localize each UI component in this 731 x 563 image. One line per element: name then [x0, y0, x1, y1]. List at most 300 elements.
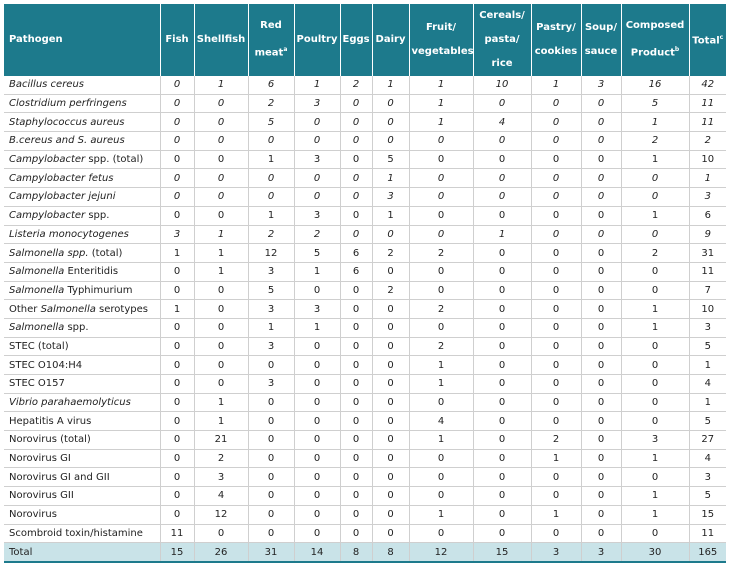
table-row [4, 281, 726, 300]
count-cell: 0 [409, 132, 473, 151]
total-cell: 12 [409, 543, 473, 562]
count-cell: 0 [248, 524, 294, 543]
count-cell: 0 [581, 412, 621, 431]
count-cell: 0 [340, 449, 372, 468]
count-cell: 0 [160, 337, 194, 356]
count-cell: 0 [160, 94, 194, 113]
count-cell: 0 [372, 393, 409, 412]
count-cell: 0 [340, 132, 372, 151]
count-cell: 0 [581, 468, 621, 487]
count-cell: 0 [340, 468, 372, 487]
count-cell: 1 [194, 225, 248, 244]
count-cell: 0 [294, 132, 340, 151]
count-cell: 0 [621, 188, 689, 207]
count-cell: 0 [409, 449, 473, 468]
count-cell: 2 [194, 449, 248, 468]
count-cell: 0 [372, 412, 409, 431]
count-cell: 1 [248, 150, 294, 169]
count-cell: 0 [581, 150, 621, 169]
count-cell: 3 [160, 225, 194, 244]
pathogen-name-part: Salmonella [40, 303, 96, 315]
total-cell: 3 [531, 543, 581, 562]
count-cell: 0 [473, 262, 531, 281]
count-cell: 0 [581, 300, 621, 319]
count-cell: 0 [372, 431, 409, 450]
count-cell: 0 [160, 412, 194, 431]
count-cell: 0 [531, 188, 581, 207]
count-cell: 0 [531, 244, 581, 263]
row-total-cell: 11 [689, 113, 726, 132]
pathogen-cell [4, 505, 160, 524]
count-cell: 0 [473, 412, 531, 431]
row-total-cell: 31 [689, 244, 726, 263]
count-cell: 0 [531, 524, 581, 543]
pathogen-name-part: spp. [85, 210, 110, 222]
count-cell: 1 [194, 244, 248, 263]
table-row [4, 169, 726, 188]
count-cell: 0 [621, 468, 689, 487]
count-cell: 0 [581, 244, 621, 263]
count-cell: 0 [531, 150, 581, 169]
pathogen-name-part: B.cereus and S. aureus [9, 135, 125, 147]
count-cell: 0 [581, 393, 621, 412]
count-cell: 10 [473, 76, 531, 94]
count-cell: 1 [194, 76, 248, 94]
pathogen-name-part: Listeria monocytogenes [9, 228, 129, 240]
count-cell: 2 [621, 132, 689, 151]
count-cell: 3 [294, 300, 340, 319]
pathogen-name-part: serotypes [95, 303, 148, 315]
count-cell: 0 [248, 505, 294, 524]
row-total-cell: 4 [689, 449, 726, 468]
pathogen-cell [4, 262, 160, 281]
count-cell: 3 [248, 300, 294, 319]
count-cell: 0 [248, 188, 294, 207]
count-cell: 1 [372, 76, 409, 94]
count-cell: 0 [473, 449, 531, 468]
count-cell: 1 [409, 505, 473, 524]
pathogen-cell [4, 206, 160, 225]
count-cell: 0 [372, 262, 409, 281]
count-cell: 6 [340, 244, 372, 263]
count-cell: 3 [621, 431, 689, 450]
pathogen-cell [4, 393, 160, 412]
count-cell: 1 [294, 318, 340, 337]
count-cell: 1 [621, 487, 689, 506]
count-cell: 3 [248, 262, 294, 281]
table-row [4, 206, 726, 225]
count-cell: 0 [294, 393, 340, 412]
count-cell: 0 [248, 132, 294, 151]
total-cell: 8 [340, 543, 372, 562]
row-total-cell: 5 [689, 412, 726, 431]
total-cell: 8 [372, 543, 409, 562]
pathogen-name-part: Scombroid toxin/histamine [9, 527, 143, 539]
count-cell: 0 [160, 206, 194, 225]
count-cell: 0 [621, 412, 689, 431]
count-cell: 0 [160, 487, 194, 506]
header-total-label: Total [692, 35, 720, 47]
count-cell: 1 [621, 300, 689, 319]
header-composed-label: Composed Product [625, 20, 685, 59]
count-cell: 1 [409, 76, 473, 94]
row-total-cell: 11 [689, 262, 726, 281]
pathogen-name-part: Norovirus (total) [9, 434, 91, 446]
count-cell: 0 [248, 431, 294, 450]
row-total-cell: 7 [689, 281, 726, 300]
count-cell: 0 [531, 206, 581, 225]
pathogen-cell [4, 113, 160, 132]
header-pathogen: Pathogen [4, 4, 160, 76]
count-cell: 0 [473, 300, 531, 319]
count-cell: 2 [372, 281, 409, 300]
row-total-cell: 10 [689, 150, 726, 169]
count-cell: 0 [340, 113, 372, 132]
count-cell: 0 [581, 524, 621, 543]
row-total-cell: 6 [689, 206, 726, 225]
count-cell: 0 [581, 113, 621, 132]
count-cell: 0 [294, 356, 340, 375]
count-cell: 5 [248, 281, 294, 300]
table-row [4, 412, 726, 431]
count-cell: 0 [581, 281, 621, 300]
count-cell: 1 [294, 76, 340, 94]
count-cell: 5 [294, 244, 340, 263]
count-cell: 0 [340, 524, 372, 543]
count-cell: 1 [294, 262, 340, 281]
count-cell: 0 [581, 505, 621, 524]
count-cell: 0 [194, 206, 248, 225]
header-red-meat-footnote: a [283, 46, 288, 54]
row-total-cell: 3 [689, 468, 726, 487]
table-row [4, 132, 726, 151]
row-total-cell: 3 [689, 318, 726, 337]
count-cell: 0 [531, 412, 581, 431]
pathogen-cell [4, 337, 160, 356]
count-cell: 0 [473, 431, 531, 450]
count-cell: 21 [194, 431, 248, 450]
count-cell: 0 [473, 375, 531, 394]
header-red-meat-label: Red meat [254, 20, 284, 59]
count-cell: 0 [160, 375, 194, 394]
count-cell: 0 [340, 505, 372, 524]
count-cell: 0 [160, 169, 194, 188]
total-cell: 30 [621, 543, 689, 562]
header-total [689, 4, 726, 76]
pathogen-cell [4, 487, 160, 506]
pathogen-cell [4, 169, 160, 188]
count-cell: 0 [194, 318, 248, 337]
count-cell: 0 [194, 337, 248, 356]
count-cell: 1 [621, 150, 689, 169]
table-row [4, 244, 726, 263]
count-cell: 1 [409, 113, 473, 132]
count-cell: 0 [581, 375, 621, 394]
header-eggs: Eggs [340, 4, 372, 76]
count-cell: 3 [294, 94, 340, 113]
count-cell: 1 [531, 505, 581, 524]
count-cell: 0 [340, 169, 372, 188]
count-cell: 0 [473, 318, 531, 337]
count-cell: 1 [409, 431, 473, 450]
count-cell: 0 [409, 281, 473, 300]
count-cell: 0 [409, 393, 473, 412]
count-cell: 0 [194, 356, 248, 375]
count-cell: 0 [531, 113, 581, 132]
count-cell: 0 [372, 487, 409, 506]
count-cell: 0 [294, 524, 340, 543]
count-cell: 1 [160, 300, 194, 319]
count-cell: 0 [372, 505, 409, 524]
count-cell: 0 [409, 169, 473, 188]
pathogen-cell [4, 412, 160, 431]
pathogen-name-part: Norovirus GI [9, 453, 71, 465]
count-cell: 0 [340, 206, 372, 225]
count-cell: 3 [194, 468, 248, 487]
pathogen-name-part: Salmonella [9, 266, 65, 278]
pathogen-name-part: STEC O104:H4 [9, 359, 83, 371]
count-cell: 6 [340, 262, 372, 281]
table-row [4, 468, 726, 487]
count-cell: 6 [248, 76, 294, 94]
count-cell: 0 [194, 300, 248, 319]
table-row [4, 487, 726, 506]
header-composed-product [621, 4, 689, 76]
count-cell: 0 [340, 412, 372, 431]
count-cell: 0 [248, 393, 294, 412]
count-cell: 0 [160, 188, 194, 207]
outbreak-table [4, 4, 726, 563]
count-cell: 1 [621, 505, 689, 524]
total-cell: 165 [689, 543, 726, 562]
total-cell: 15 [160, 543, 194, 562]
count-cell: 0 [294, 169, 340, 188]
count-cell: 0 [473, 244, 531, 263]
count-cell: 0 [160, 150, 194, 169]
pathogen-name-part: spp. [64, 322, 89, 334]
count-cell: 0 [581, 206, 621, 225]
count-cell: 0 [473, 281, 531, 300]
count-cell: 0 [473, 188, 531, 207]
table-row [4, 356, 726, 375]
count-cell: 0 [473, 94, 531, 113]
table-row [4, 375, 726, 394]
total-cell: 14 [294, 543, 340, 562]
count-cell: 0 [581, 188, 621, 207]
count-cell: 0 [194, 281, 248, 300]
count-cell: 0 [194, 150, 248, 169]
count-cell: 0 [372, 356, 409, 375]
count-cell: 0 [531, 356, 581, 375]
count-cell: 2 [294, 225, 340, 244]
count-cell: 0 [581, 487, 621, 506]
count-cell: 0 [294, 487, 340, 506]
count-cell: 0 [160, 113, 194, 132]
header-fruit-vegetables: Fruit/ vegetables [409, 4, 473, 76]
count-cell: 1 [473, 225, 531, 244]
count-cell: 0 [473, 505, 531, 524]
count-cell: 0 [531, 169, 581, 188]
count-cell: 2 [531, 431, 581, 450]
count-cell: 0 [621, 225, 689, 244]
count-cell: 0 [194, 94, 248, 113]
count-cell: 0 [294, 113, 340, 132]
table-row [4, 262, 726, 281]
count-cell: 0 [409, 318, 473, 337]
count-cell: 0 [621, 169, 689, 188]
pathogen-cell [4, 132, 160, 151]
count-cell: 0 [340, 356, 372, 375]
count-cell: 0 [621, 393, 689, 412]
count-cell: 1 [194, 393, 248, 412]
count-cell: 0 [294, 505, 340, 524]
row-total-cell: 1 [689, 169, 726, 188]
pathogen-cell [4, 281, 160, 300]
count-cell: 0 [160, 431, 194, 450]
header-shellfish: Shellfish [194, 4, 248, 76]
count-cell: 12 [194, 505, 248, 524]
count-cell: 0 [372, 337, 409, 356]
count-cell: 0 [473, 356, 531, 375]
count-cell: 2 [248, 94, 294, 113]
count-cell: 0 [160, 505, 194, 524]
count-cell: 3 [294, 150, 340, 169]
count-cell: 1 [621, 449, 689, 468]
count-cell: 0 [294, 281, 340, 300]
pathogen-cell [4, 524, 160, 543]
count-cell: 0 [531, 487, 581, 506]
pathogen-name-part: Campylobacter jejuni [9, 191, 116, 203]
count-cell: 0 [372, 132, 409, 151]
row-total-cell: 5 [689, 487, 726, 506]
count-cell: 0 [372, 94, 409, 113]
count-cell: 0 [372, 449, 409, 468]
count-cell: 0 [340, 188, 372, 207]
count-cell: 1 [409, 375, 473, 394]
count-cell: 0 [473, 150, 531, 169]
count-cell: 1 [531, 76, 581, 94]
row-total-cell: 15 [689, 505, 726, 524]
count-cell: 2 [248, 225, 294, 244]
total-cell: 31 [248, 543, 294, 562]
count-cell: 0 [340, 281, 372, 300]
row-total-cell: 1 [689, 356, 726, 375]
pathogen-name-part: Salmonella spp. [9, 247, 89, 259]
count-cell: 0 [473, 206, 531, 225]
table-row [4, 225, 726, 244]
row-total-cell: 10 [689, 300, 726, 319]
row-total-cell: 3 [689, 188, 726, 207]
count-cell: 0 [531, 318, 581, 337]
count-cell: 0 [340, 318, 372, 337]
count-cell: 0 [473, 132, 531, 151]
header-dairy: Dairy [372, 4, 409, 76]
count-cell: 0 [340, 94, 372, 113]
count-cell: 0 [409, 188, 473, 207]
pathogen-cell [4, 449, 160, 468]
count-cell: 0 [372, 300, 409, 319]
pathogen-name-part: spp. (total) [85, 154, 144, 166]
pathogen-name-part: Other [9, 303, 41, 315]
header-poultry: Poultry [294, 4, 340, 76]
count-cell: 2 [409, 337, 473, 356]
count-cell: 0 [531, 132, 581, 151]
pathogen-name-part: Norovirus GI and GII [9, 471, 110, 483]
count-cell: 0 [372, 375, 409, 394]
count-cell: 0 [194, 188, 248, 207]
count-cell: 4 [409, 412, 473, 431]
count-cell: 0 [409, 524, 473, 543]
table-row [4, 318, 726, 337]
count-cell: 0 [340, 487, 372, 506]
count-cell: 0 [340, 393, 372, 412]
count-cell: 0 [194, 113, 248, 132]
count-cell: 1 [248, 206, 294, 225]
count-cell: 3 [294, 206, 340, 225]
total-cell: 3 [581, 543, 621, 562]
header-pastry-cookies: Pastry/ cookies [531, 4, 581, 76]
count-cell: 0 [531, 225, 581, 244]
count-cell: 5 [372, 150, 409, 169]
count-cell: 0 [160, 449, 194, 468]
count-cell: 0 [581, 94, 621, 113]
count-cell: 1 [621, 113, 689, 132]
count-cell: 0 [160, 468, 194, 487]
count-cell: 0 [194, 524, 248, 543]
count-cell: 0 [294, 468, 340, 487]
count-cell: 0 [409, 468, 473, 487]
pathogen-name-part: Enteritidis [64, 266, 119, 278]
header-soup-sauce: Soup/ sauce [581, 4, 621, 76]
count-cell: 3 [248, 375, 294, 394]
count-cell: 0 [160, 262, 194, 281]
table-row [4, 76, 726, 94]
count-cell: 0 [473, 337, 531, 356]
count-cell: 0 [160, 356, 194, 375]
count-cell: 0 [409, 150, 473, 169]
table-row [4, 188, 726, 207]
count-cell: 0 [160, 132, 194, 151]
count-cell: 4 [194, 487, 248, 506]
count-cell: 0 [160, 393, 194, 412]
count-cell: 2 [372, 244, 409, 263]
count-cell: 0 [248, 449, 294, 468]
table-row [4, 393, 726, 412]
pathogen-name-part: Norovirus [9, 509, 57, 521]
count-cell: 0 [409, 206, 473, 225]
header-red-meat [248, 4, 294, 76]
count-cell: 0 [621, 262, 689, 281]
count-cell: 0 [294, 449, 340, 468]
row-total-cell: 9 [689, 225, 726, 244]
count-cell: 2 [621, 244, 689, 263]
pathogen-name-part: (total) [88, 247, 123, 259]
count-cell: 0 [294, 412, 340, 431]
count-cell: 2 [409, 244, 473, 263]
count-cell: 3 [581, 76, 621, 94]
count-cell: 1 [409, 356, 473, 375]
count-cell: 2 [340, 76, 372, 94]
count-cell: 0 [621, 356, 689, 375]
count-cell: 0 [372, 468, 409, 487]
table-row [4, 150, 726, 169]
pathogen-cell [4, 225, 160, 244]
header-row [4, 4, 726, 76]
count-cell: 0 [621, 375, 689, 394]
count-cell: 0 [340, 337, 372, 356]
count-cell: 0 [581, 431, 621, 450]
count-cell: 0 [194, 375, 248, 394]
